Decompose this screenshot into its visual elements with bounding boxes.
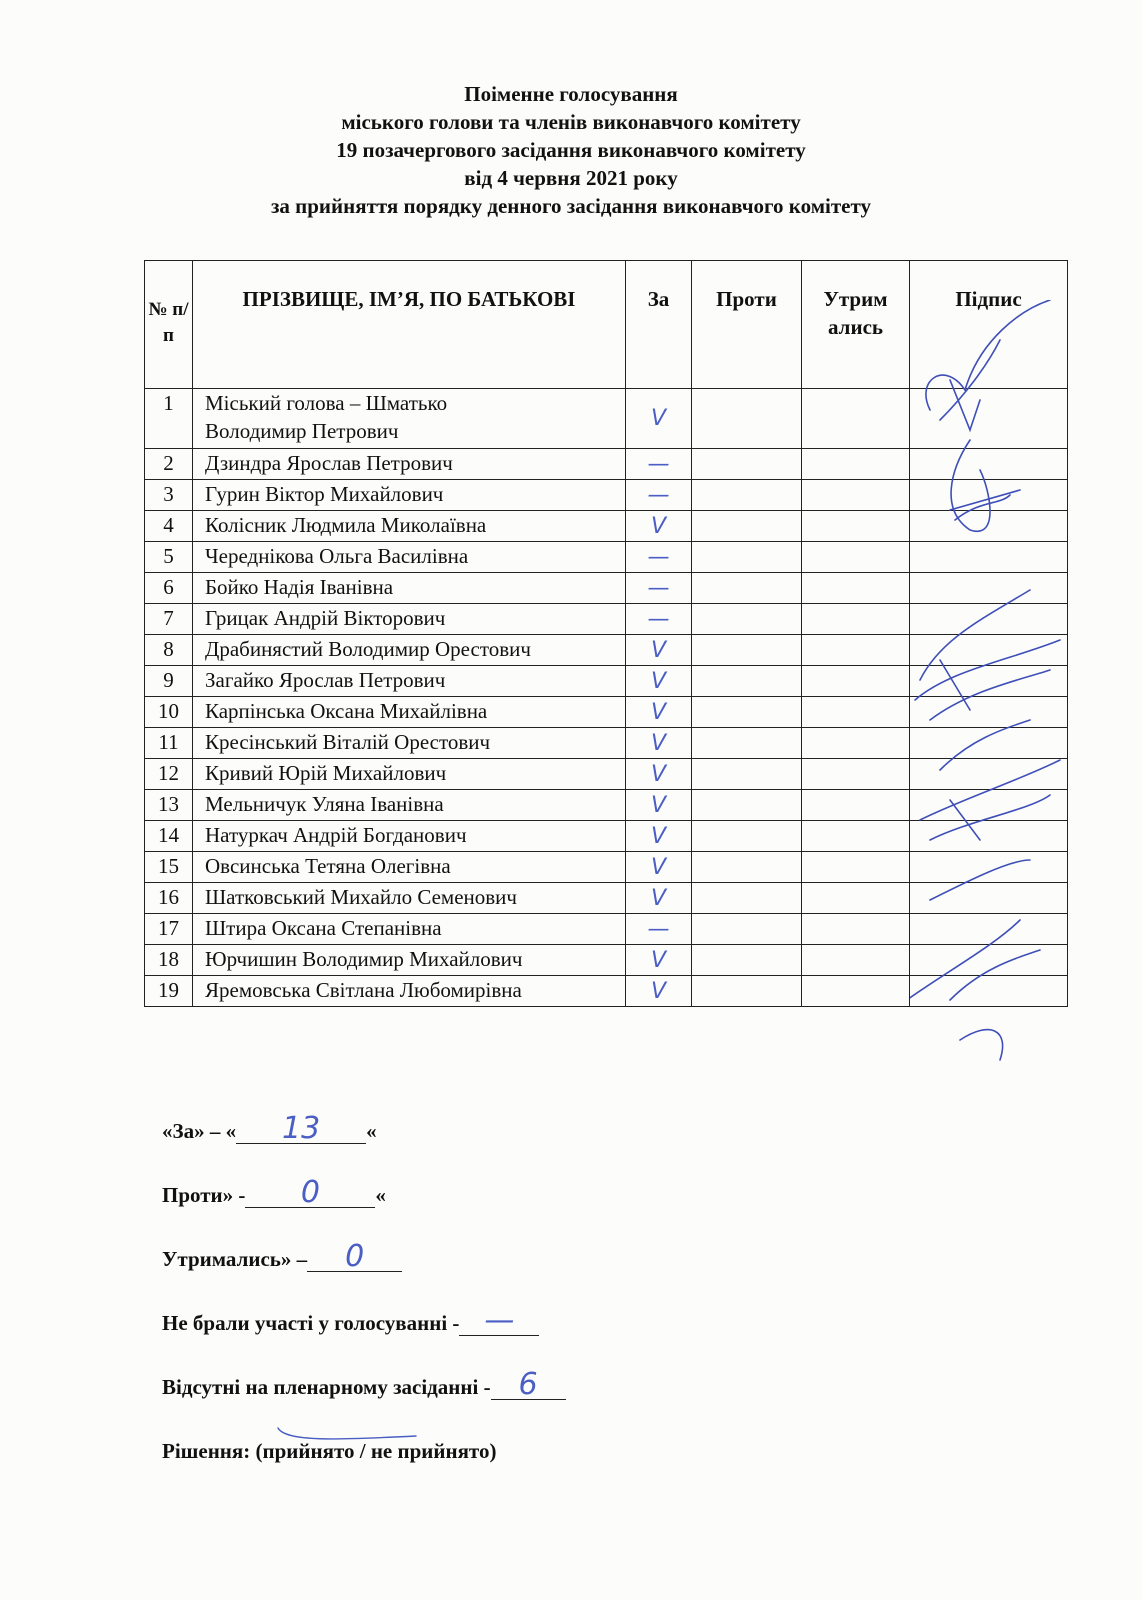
row-for-mark bbox=[626, 480, 692, 511]
row-abstained-cell bbox=[802, 759, 910, 790]
row-abstained-cell bbox=[802, 480, 910, 511]
decision-mark bbox=[276, 1418, 426, 1444]
header-abstained: Утрим ались bbox=[802, 261, 910, 389]
row-against-cell bbox=[692, 449, 802, 480]
vote-mark: V bbox=[650, 761, 667, 787]
vote-totals bbox=[162, 1080, 862, 1464]
row-abstained-cell bbox=[802, 573, 910, 604]
decision-label: Рішення: (прийнято / не прийнято) bbox=[162, 1439, 497, 1463]
total-for-row bbox=[162, 1080, 862, 1144]
total-not-voted-row bbox=[162, 1272, 862, 1336]
row-for-mark bbox=[626, 389, 692, 449]
row-abstained-cell bbox=[802, 449, 910, 480]
row-name: Шатковський Михайло Семенович bbox=[193, 883, 626, 914]
signatures bbox=[910, 300, 1080, 1070]
row-for-mark bbox=[626, 945, 692, 976]
row-num: 7 bbox=[145, 604, 193, 635]
row-against-cell bbox=[692, 728, 802, 759]
row-against-cell bbox=[692, 511, 802, 542]
total-for-label: «За» – « bbox=[162, 1119, 237, 1143]
row-name: Міський голова – Шматько Володимир Петрович bbox=[193, 389, 626, 449]
row-against-cell bbox=[692, 604, 802, 635]
row-against-cell bbox=[692, 635, 802, 666]
vote-mark: V bbox=[650, 699, 667, 725]
row-name: Юрчишин Володимир Михайлович bbox=[193, 945, 626, 976]
row-against-cell bbox=[692, 389, 802, 449]
row-num: 10 bbox=[145, 697, 193, 728]
vote-mark: V bbox=[650, 885, 667, 911]
vote-mark: — bbox=[647, 482, 670, 508]
row-name: Натуркач Андрій Богданович bbox=[193, 821, 626, 852]
title-line-1: Поіменне голосування bbox=[464, 82, 678, 106]
row-name: Штира Оксана Степанівна bbox=[193, 914, 626, 945]
total-absent-row bbox=[162, 1336, 862, 1400]
row-against-cell bbox=[692, 945, 802, 976]
total-abstained-label: Утримались» – bbox=[162, 1247, 308, 1271]
signature-1 bbox=[926, 300, 1050, 430]
row-for-mark bbox=[626, 635, 692, 666]
row-abstained-cell bbox=[802, 945, 910, 976]
title-line-4: від 4 червня 2021 року bbox=[464, 166, 678, 190]
row-name: Яремовська Світлана Любомирівна bbox=[193, 976, 626, 1007]
row-for-mark bbox=[626, 759, 692, 790]
row-abstained-cell bbox=[802, 790, 910, 821]
row-against-cell bbox=[692, 759, 802, 790]
row-abstained-cell bbox=[802, 883, 910, 914]
header-against: Проти bbox=[692, 261, 802, 389]
row-for-mark bbox=[626, 697, 692, 728]
total-against-row bbox=[162, 1144, 862, 1208]
decision-row bbox=[162, 1400, 862, 1464]
signature-4 bbox=[920, 720, 1060, 840]
row-against-cell bbox=[692, 666, 802, 697]
total-not-voted-label: Не брали участі у голосуванні - bbox=[162, 1311, 460, 1335]
header-name: ПРІЗВИЩЕ, ІМ’Я, ПО БАТЬКОВІ bbox=[193, 261, 626, 389]
vote-mark: V bbox=[650, 406, 667, 431]
row-abstained-cell bbox=[802, 511, 910, 542]
vote-mark: — bbox=[647, 606, 670, 632]
row-num: 2 bbox=[145, 449, 193, 480]
vote-mark: V bbox=[650, 947, 667, 973]
total-not-voted-value: — bbox=[459, 1307, 539, 1336]
row-abstained-cell bbox=[802, 852, 910, 883]
row-num: 12 bbox=[145, 759, 193, 790]
row-for-mark bbox=[626, 821, 692, 852]
row-num: 5 bbox=[145, 542, 193, 573]
row-abstained-cell bbox=[802, 728, 910, 759]
row-num: 11 bbox=[145, 728, 193, 759]
row-abstained-cell bbox=[802, 542, 910, 573]
row-num: 6 bbox=[145, 573, 193, 604]
row-num: 19 bbox=[145, 976, 193, 1007]
row-for-mark bbox=[626, 728, 692, 759]
document-title bbox=[0, 80, 1142, 220]
vote-mark: V bbox=[650, 854, 667, 880]
row-abstained-cell bbox=[802, 821, 910, 852]
row-num: 13 bbox=[145, 790, 193, 821]
row-num: 15 bbox=[145, 852, 193, 883]
row-against-cell bbox=[692, 914, 802, 945]
row-against-cell bbox=[692, 480, 802, 511]
vote-mark: — bbox=[647, 451, 670, 477]
total-abstained-value: 0 bbox=[307, 1243, 402, 1272]
row-against-cell bbox=[692, 976, 802, 1007]
row-against-cell bbox=[692, 542, 802, 573]
row-name: Грицак Андрій Вікторович bbox=[193, 604, 626, 635]
header-num: № п/п bbox=[145, 261, 193, 389]
row-for-mark bbox=[626, 449, 692, 480]
row-for-mark bbox=[626, 666, 692, 697]
vote-mark: V bbox=[650, 637, 667, 663]
row-name: Карпінська Оксана Михайлівна bbox=[193, 697, 626, 728]
row-name: Кривий Юрій Михайлович bbox=[193, 759, 626, 790]
row-for-mark bbox=[626, 573, 692, 604]
row-abstained-cell bbox=[802, 635, 910, 666]
row-for-mark bbox=[626, 511, 692, 542]
vote-mark: V bbox=[650, 792, 667, 818]
vote-mark: V bbox=[650, 668, 667, 694]
row-name: Загайко Ярослав Петрович bbox=[193, 666, 626, 697]
total-for-tail: « bbox=[366, 1119, 377, 1143]
row-num: 4 bbox=[145, 511, 193, 542]
header-signature: Підпис bbox=[910, 261, 1068, 389]
title-line-2: міського голови та членів виконавчого комітету bbox=[341, 110, 801, 134]
vote-mark: V bbox=[650, 978, 667, 1004]
row-for-mark bbox=[626, 790, 692, 821]
row-against-cell bbox=[692, 573, 802, 604]
header-for: За bbox=[626, 261, 692, 389]
vote-mark: — bbox=[647, 544, 670, 570]
row-abstained-cell bbox=[802, 976, 910, 1007]
row-for-mark bbox=[626, 852, 692, 883]
row-name: Мельничук Уляна Іванівна bbox=[193, 790, 626, 821]
row-against-cell bbox=[692, 821, 802, 852]
row-abstained-cell bbox=[802, 914, 910, 945]
title-line-3: 19 позачергового засідання виконавчого комітету bbox=[336, 138, 806, 162]
row-against-cell bbox=[692, 852, 802, 883]
total-abstained-row bbox=[162, 1208, 862, 1272]
row-for-mark bbox=[626, 976, 692, 1007]
vote-mark: V bbox=[650, 823, 667, 849]
row-for-mark bbox=[626, 883, 692, 914]
row-against-cell bbox=[692, 697, 802, 728]
row-num: 3 bbox=[145, 480, 193, 511]
row-name: Кресінський Віталій Орестович bbox=[193, 728, 626, 759]
total-against-value: 0 bbox=[245, 1179, 375, 1208]
row-name: Дзиндра Ярослав Петрович bbox=[193, 449, 626, 480]
row-num: 14 bbox=[145, 821, 193, 852]
total-against-label: Проти» - bbox=[162, 1183, 246, 1207]
row-num: 1 bbox=[145, 389, 193, 449]
vote-mark: V bbox=[650, 730, 667, 756]
row-abstained-cell bbox=[802, 604, 910, 635]
vote-mark: — bbox=[647, 575, 670, 601]
signature-2 bbox=[950, 440, 1020, 531]
total-against-tail: « bbox=[375, 1183, 386, 1207]
row-name: Бойко Надія Іванівна bbox=[193, 573, 626, 604]
signature-3 bbox=[915, 590, 1060, 720]
title-line-5: за прийняття порядку денного засідання виконавчого комітету bbox=[270, 194, 872, 218]
row-num: 9 bbox=[145, 666, 193, 697]
total-absent-value: 6 bbox=[491, 1371, 566, 1400]
row-name: Колісник Людмила Миколаївна bbox=[193, 511, 626, 542]
row-for-mark bbox=[626, 914, 692, 945]
total-absent-label: Відсутні на пленарному засіданні - bbox=[162, 1375, 491, 1399]
row-against-cell bbox=[692, 883, 802, 914]
row-num: 16 bbox=[145, 883, 193, 914]
row-name: Гурин Віктор Михайлович bbox=[193, 480, 626, 511]
row-name: Овсинська Тетяна Олегівна bbox=[193, 852, 626, 883]
row-for-mark bbox=[626, 604, 692, 635]
row-name: Драбинястий Володимир Орестович bbox=[193, 635, 626, 666]
row-against-cell bbox=[692, 790, 802, 821]
vote-mark: — bbox=[647, 916, 670, 942]
row-for-mark bbox=[626, 542, 692, 573]
row-num: 17 bbox=[145, 914, 193, 945]
row-num: 18 bbox=[145, 945, 193, 976]
signature-5 bbox=[910, 860, 1040, 1060]
row-num: 8 bbox=[145, 635, 193, 666]
row-abstained-cell bbox=[802, 666, 910, 697]
row-name: Череднікова Ольга Василівна bbox=[193, 542, 626, 573]
row-abstained-cell bbox=[802, 697, 910, 728]
vote-mark: V bbox=[650, 513, 667, 539]
total-for-value: 13 bbox=[236, 1115, 366, 1144]
row-abstained-cell bbox=[802, 389, 910, 449]
